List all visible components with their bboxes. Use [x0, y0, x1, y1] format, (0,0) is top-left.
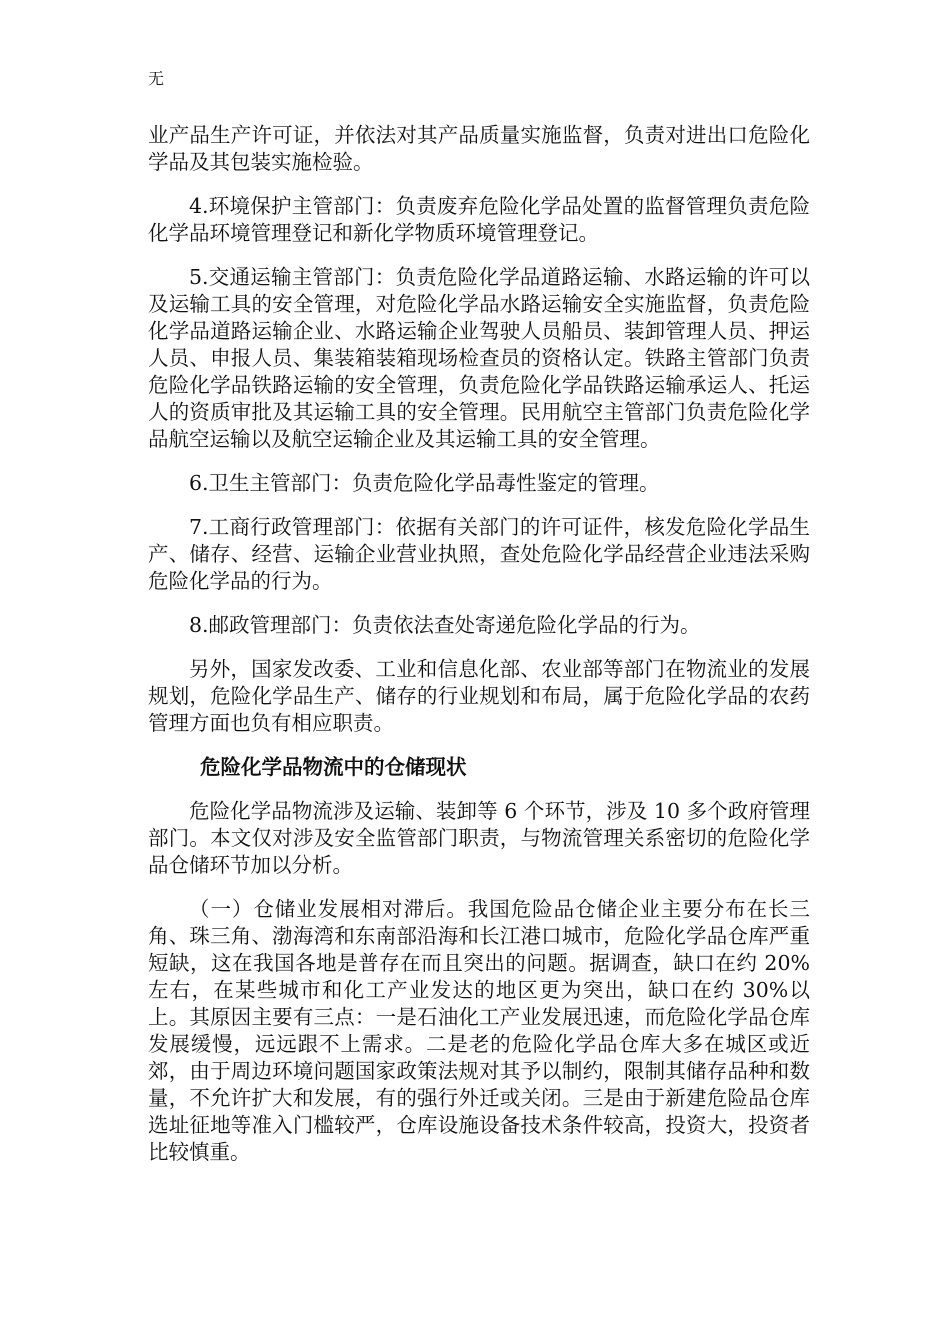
page-header: 无	[148, 69, 165, 88]
paragraph-logistics-overview: 危险化学品物流涉及运输、装卸等 6 个环节，涉及 10 多个政府管理部门。本文仅对涉及安全监管部门职责，与物流管理关系密切的危险化学品仓储环节加以分析。	[148, 799, 810, 877]
paragraph-warehousing-lag: （一）仓储业发展相对滞后。我国危险品仓储企业主要分布在长三角、珠三角、渤海湾和东南部沿海和长江港口城市，危险化学品仓库严重短缺，这在我国各地是普存在而且突出的问题。据调查，缺口在约 20%左右，在某些城市和化工产业发达的地区更为突出，缺口在约 30%以上。其原因主要有三点：一是石油化工产业发展迅速，而危险化学品仓库发展缓慢，远远跟不上需求。二是老的危险化学品仓库大多在城区或近郊，由于周边环境问题国家政策法规对其予以制约，限制其储存品种和数量，不允许扩大和发展，有的强行外迁或关闭。三是由于新建危险品仓库选址征地等准入门槛较严，仓库设施设备技术条件较高，投资大，投资者比较慎重。	[148, 897, 810, 1164]
paragraph-continued: 业产品生产许可证，并依法对其产品质量实施监督，负责对进出口危险化学品及其包装实施检验。	[148, 123, 810, 174]
paragraph-other-depts: 另外，国家发改委、工业和信息化部、农业部等部门在物流业的发展规划，危险化学品生产、储存的行业规划和布局，属于危险化学品的农药管理方面也负有相应职责。	[148, 657, 810, 735]
section-heading: 危险化学品物流中的仓储现状	[200, 755, 467, 779]
document-body	[148, 122, 810, 1183]
paragraph-environment-dept: 4.环境保护主管部门：负责废弃危险化学品处置的监督管理负责危险化学品环境管理登记和新化学物质环境管理登记。	[148, 194, 810, 245]
paragraph-commerce-dept: 7.工商行政管理部门：依据有关部门的许可证件，核发危险化学品生产、储存、经营、运输企业营业执照，查处危险化学品经营企业违法采购危险化学品的行为。	[148, 515, 810, 593]
paragraph-health-dept: 6.卫生主管部门：负责危险化学品毒性鉴定的管理。	[189, 471, 660, 495]
paragraph-postal-dept: 8.邮政管理部门：负责依法查处寄递危险化学品的行为。	[189, 613, 701, 637]
paragraph-transport-dept: 5.交通运输主管部门：负责危险化学品道路运输、水路运输的许可以及运输工具的安全管理，对危险化学品水路运输安全实施监督，负责危险化学品道路运输企业、水路运输企业驾驶人员船员、装卸管理人员、押运人员、申报人员、集装箱装箱现场检查员的资格认定。铁路主管部门负责危险化学品铁路运输的安全管理，负责危险化学品铁路运输承运人、托运人的资质审批及其运输工具的安全管理。民用航空主管部门负责危险化学品航空运输以及航空运输企业及其运输工具的安全管理。	[148, 265, 810, 451]
